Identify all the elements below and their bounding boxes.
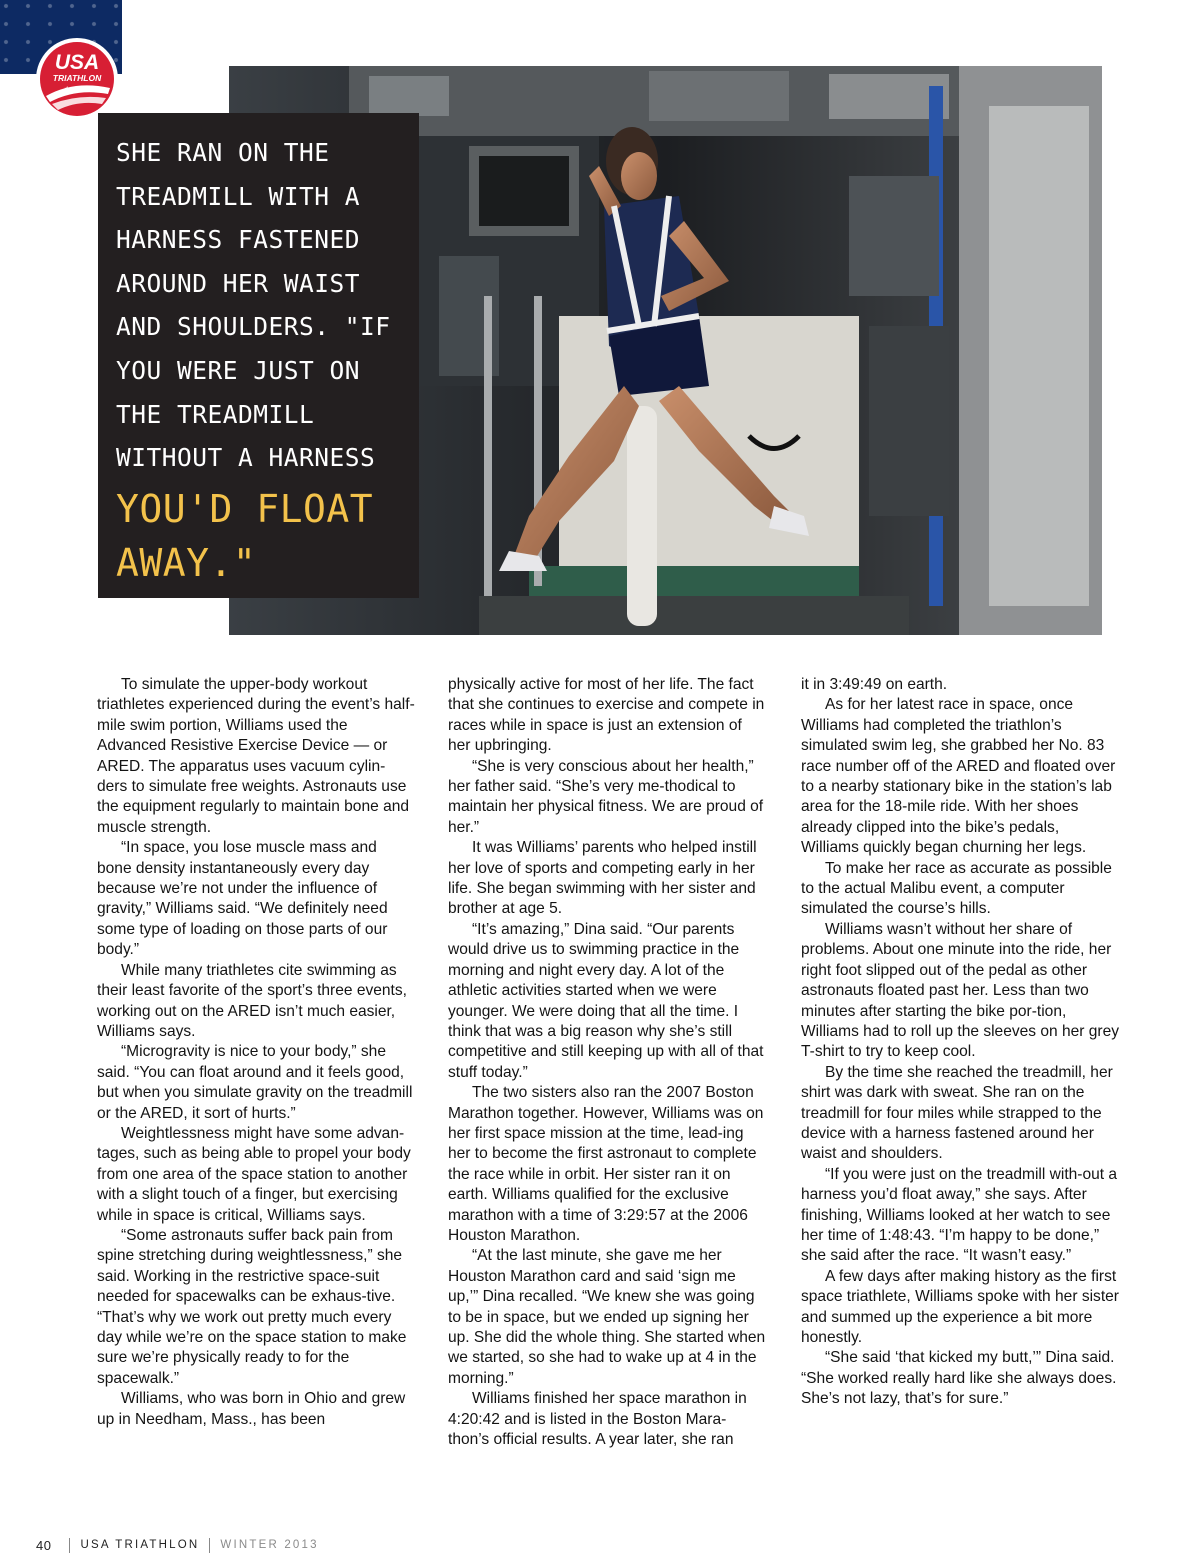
article-column-1 (97, 675, 415, 1430)
pull-quote-box (98, 113, 419, 598)
paragraph: To simulate the upper-body workout triathletes experienced during the event’s half-mile swim portion, Williams used the Advanced Resistive Exercise Device — or ARED. The apparatus uses vacuum cylin-ders to simulate free weights. Astronauts use the equipment regularly to maintain bone and muscle strength. (97, 676, 415, 836)
article-column-2 (448, 675, 766, 1450)
paragraph: “It’s amazing,” Dina said. “Our parents would drive us to swimming practice in the morning and night every day. A lot of the athletic activities started when we were younger. We were doing that all the time. I think that was a big reason why she’s still competitive and still keeping up with all of that stuff today.” (448, 920, 764, 1081)
paragraph: “Some astronauts suffer back pain from spine stretching during weightlessness,” she said. Working in the restrictive space-suit needed for spacewalks can be exhaus-tive. “That’s why we work out pretty much every day while we’re on the space station to make sure we’re physically ready to for the spacewalk.” (97, 1226, 407, 1387)
magazine-name: USA TRIATHLON (80, 1539, 200, 1551)
logo-triathlon-text: TRIATHLON (52, 73, 102, 83)
svg-text:★ ★: ★ ★ (64, 85, 79, 93)
page-footer (36, 1537, 319, 1553)
paragraph: Williams finished her space marathon in 4:20:42 and is listed in the Boston Mara-thon’s official results. A year later, she ran (448, 1390, 747, 1449)
paragraph: “If you were just on the treadmill with-out a harness you’d float away,” she says. After finishing, Williams looked at her watch to see her time of 1:48:43. “I’m happy to be done,” she said after the race. “It wasn’t easy.” (801, 1165, 1118, 1265)
footer-divider (69, 1538, 70, 1553)
paragraph: “She is very conscious about her health,” her father said. “She’s very me-thodical to maintain her physical fitness. We are proud of her.” (448, 757, 764, 836)
paragraph: “She said ‘that kicked my butt,’” Dina said. “She worked really hard like she always does. She’s not lazy, that’s for sure.” (801, 1349, 1117, 1408)
paragraph: Williams wasn’t without her share of problems. About one minute into the ride, her right foot slipped out of the pedal as other astronauts floated past her. Less than two minutes after starting the bike por-tion, Williams had to roll up the sleeves on her grey T-shirt to try to keep cool. (801, 920, 1119, 1061)
issue-date: WINTER 2013 (220, 1539, 319, 1551)
article-column-3 (801, 675, 1119, 1410)
paragraph: To make her race as accurate as possible to the actual Malibu event, a computer simulated the course’s hills. (801, 859, 1112, 918)
paragraph: physically active for most of her life. The fact that she continues to exercise and compete in races while in space is just an extension of her upbringing. (448, 676, 765, 755)
paragraph: The two sisters also ran the 2007 Boston Marathon together. However, Williams was on her first space mission at the time, lead-ing her to become the first astronaut to complete the race while in orbit. Her sister ran it on earth. Williams qualified for the exclusive marathon with a time of 3:29:57 at the 2006 Houston Marathon. (448, 1084, 764, 1244)
paragraph: Weightlessness might have some advan-tages, such as being able to propel your body from one area of the space station to another with a slight touch of a finger, but exercising while in space is critical, Williams says. (97, 1124, 411, 1224)
footer-divider (209, 1538, 210, 1553)
usa-triathlon-logo (34, 36, 120, 122)
page-number: 40 (36, 1537, 52, 1553)
paragraph: By the time she reached the treadmill, her shirt was dark with sweat. She ran on the treadmill for four miles while strapped to the device with a harness fastened around her waist and shoulders. (801, 1063, 1113, 1163)
paragraph: “Microgravity is nice to your body,” she said. “You can float around and it feels good, but when you simulate gravity on the treadmill or the ARED, it sort of hurts.” (97, 1043, 413, 1122)
pull-quote-highlight: YOU'D FLOAT AWAY." (116, 486, 374, 585)
paragraph: While many triathletes cite swimming as their least favorite of the sport’s three events, working out on the ARED isn’t much easier, Williams says. (97, 961, 407, 1040)
paragraph: A few days after making history as the first space triathlete, Williams spoke with her sister and summed up the experience a bit more honestly. (801, 1267, 1119, 1346)
paragraph: it in 3:49:49 on earth. (801, 676, 948, 693)
pull-quote-text: SHE RAN ON THE TREADMILL WITH A HARNESS FASTENED AROUND HER WAIST AND SHOULDERS. "IF YOU WERE JUST ON THE TREADMILL WITHOUT A HARNESS (116, 138, 391, 473)
paragraph: As for her latest race in space, once Williams had completed the triathlon’s simulated swim leg, she grabbed her No. 83 race number off of the ARED and floated over to a nearby stationary bike in the station’s lab area for the 18-mile ride. With her shoes already clipped into the bike’s pedals, Williams quickly began churning her legs. (801, 696, 1116, 857)
paragraph: It was Williams’ parents who helped instill her love of sports and competing early in her life. She began swimming with her sister and brother at age 5. (448, 839, 757, 918)
paragraph: “At the last minute, she gave me her Houston Marathon card and said ‘sign me up,’” Dina recalled. “We knew she was going to be in space, but we ended up signing her up. She did the whole thing. She started when we started, so she had to wake up at 4 in the morning.” (448, 1247, 766, 1387)
paragraph: “In space, you lose muscle mass and bone density instantaneously every day because we’re not under the influence of gravity,” Williams said. “We definitely need some type of loading on those parts of our body.” (97, 839, 388, 959)
logo-usa-text: USA (54, 51, 100, 74)
paragraph: Williams, who was born in Ohio and grew up in Needham, Mass., has been (97, 1390, 406, 1428)
